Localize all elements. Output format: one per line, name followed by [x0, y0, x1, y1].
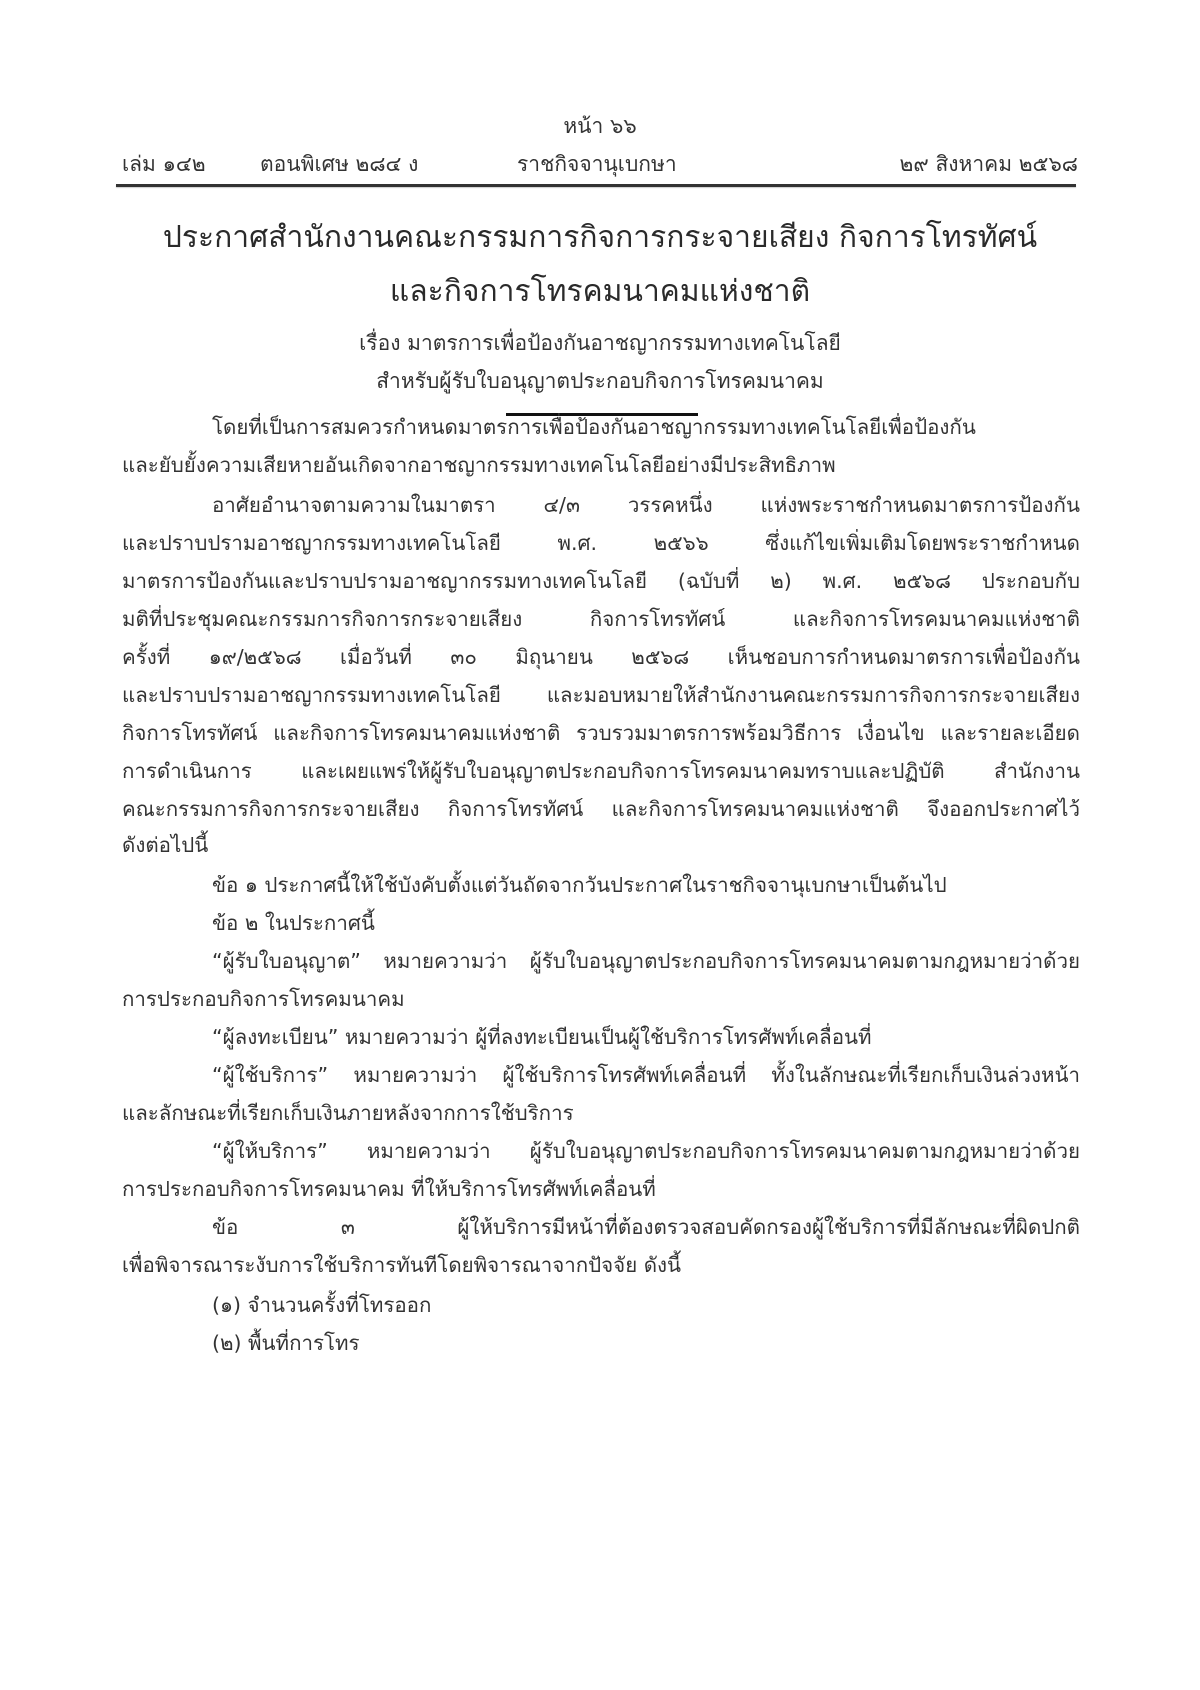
definition-licensee: “ผู้รับใบอนุญาต” หมายความว่า ผู้รับใบอนุญาตประกอบกิจการโทรคมนาคมตามกฎหมายว่าด้วย — [212, 949, 1080, 973]
body-line: กิจการโทรทัศน์ และกิจการโทรคมนาคมแห่งชาติ รวบรวมมาตรการพร้อมวิธีการ เงื่อนไข และรายละเอียด — [122, 721, 1080, 745]
clause-3: ข้อ ๓ ผู้ให้บริการมีหน้าที่ต้องตรวจสอบคัดกรองผู้ใช้บริการที่มีลักษณะที่ผิดปกติ — [212, 1215, 1080, 1239]
body-line: มาตรการป้องกันและปราบปรามอาชญากรรมทางเทคโนโลยี (ฉบับที่ ๒) พ.ศ. ๒๕๖๘ ประกอบกับ — [122, 569, 1080, 593]
body-line: และยับยั้งความเสียหายอันเกิดจากอาชญากรรมทางเทคโนโลยีอย่างมีประสิทธิภาพ — [122, 453, 836, 477]
body-line: และปราบปรามอาชญากรรมทางเทคโนโลยี และมอบหมายให้สำนักงานคณะกรรมการกิจการกระจายเสียง — [122, 683, 1080, 707]
body-line: การดำเนินการ และเผยแพร่ให้ผู้รับใบอนุญาตประกอบกิจการโทรคมนาคมทราบและปฏิบัติ สำนักงาน — [122, 759, 1080, 783]
definition-service-user: “ผู้ใช้บริการ” หมายความว่า ผู้ใช้บริการโทรศัพท์เคลื่อนที่ ทั้งในลักษณะที่เรียกเก็บเงินล่วงหน้า — [212, 1063, 1080, 1087]
clause-1: ข้อ ๑ ประกาศนี้ให้ใช้บังคับตั้งแต่วันถัดจากวันประกาศในราชกิจจานุเบกษาเป็นต้นไป — [212, 873, 947, 897]
body-line: การประกอบกิจการโทรคมนาคม — [122, 987, 405, 1011]
body-line: คณะกรรมการกิจการกระจายเสียง กิจการโทรทัศน์ และกิจการโทรคมนาคมแห่งชาติ จึงออกประกาศไว้ — [122, 797, 1080, 821]
body-line: ครั้งที่ ๑๙/๒๕๖๘ เมื่อวันที่ ๓๐ มิถุนายน ๒๕๖๘ เห็นชอบการกำหนดมาตรการเพื่อป้องกัน — [122, 645, 1080, 669]
definition-service-provider: “ผู้ให้บริการ” หมายความว่า ผู้รับใบอนุญาตประกอบกิจการโทรคมนาคมตามกฎหมายว่าด้วย — [212, 1139, 1080, 1163]
page-number: หน้า ๖๖ — [563, 114, 637, 138]
body-line: เพื่อพิจารณาระงับการใช้บริการทันทีโดยพิจารณาจากปัจจัย ดังนี้ — [122, 1253, 682, 1277]
announcement-title-line-1: ประกาศสำนักงานคณะกรรมการกิจการกระจายเสียง กิจการโทรทัศน์ — [162, 220, 1038, 255]
body-line: ดังต่อไปนี้ — [122, 833, 209, 857]
publication-date: ๒๙ สิงหาคม ๒๕๖๘ — [899, 152, 1078, 176]
subject-line-1: เรื่อง มาตรการเพื่อป้องกันอาชญากรรมทางเทคโนโลยี — [359, 331, 841, 355]
body-line: และลักษณะที่เรียกเก็บเงินภายหลังจากการใช้บริการ — [122, 1101, 574, 1125]
factor-item-2: (๒) พื้นที่การโทร — [212, 1331, 360, 1355]
gazette-header — [122, 150, 1078, 180]
body-line: มติที่ประชุมคณะกรรมการกิจการกระจายเสียง กิจการโทรทัศน์ และกิจการโทรคมนาคมแห่งชาติ — [122, 607, 1080, 631]
clause-2: ข้อ ๒ ในประกาศนี้ — [212, 911, 375, 935]
definition-registrant: “ผู้ลงทะเบียน” หมายความว่า ผู้ที่ลงทะเบียนเป็นผู้ใช้บริการโทรศัพท์เคลื่อนที่ — [212, 1025, 872, 1049]
body-line: อาศัยอำนาจตามความในมาตรา ๔/๓ วรรคหนึ่ง แห่งพระราชกำหนดมาตรการป้องกัน — [212, 493, 1080, 517]
body-line: และปราบปรามอาชญากรรมทางเทคโนโลยี พ.ศ. ๒๕๖๖ ซึ่งแก้ไขเพิ่มเติมโดยพระราชกำหนด — [122, 531, 1080, 555]
volume-number: เล่ม ๑๔๒ — [122, 152, 206, 176]
issue-number: ตอนพิเศษ ๒๘๔ ง — [260, 152, 419, 176]
subject-line-2: สำหรับผู้รับใบอนุญาตประกอบกิจการโทรคมนาคม — [376, 369, 824, 393]
header-rule — [116, 184, 1076, 187]
announcement-title-line-2: และกิจการโทรคมนาคมแห่งชาติ — [389, 274, 811, 309]
publication-name: ราชกิจจานุเบกษา — [517, 152, 677, 176]
factor-item-1: (๑) จำนวนครั้งที่โทรออก — [212, 1293, 432, 1317]
body-line: โดยที่เป็นการสมควรกำหนดมาตรการเพื่อป้องกันอาชญากรรมทางเทคโนโลยีเพื่อป้องกัน — [212, 415, 976, 439]
body-line: การประกอบกิจการโทรคมนาคม ที่ให้บริการโทรศัพท์เคลื่อนที่ — [122, 1177, 656, 1201]
